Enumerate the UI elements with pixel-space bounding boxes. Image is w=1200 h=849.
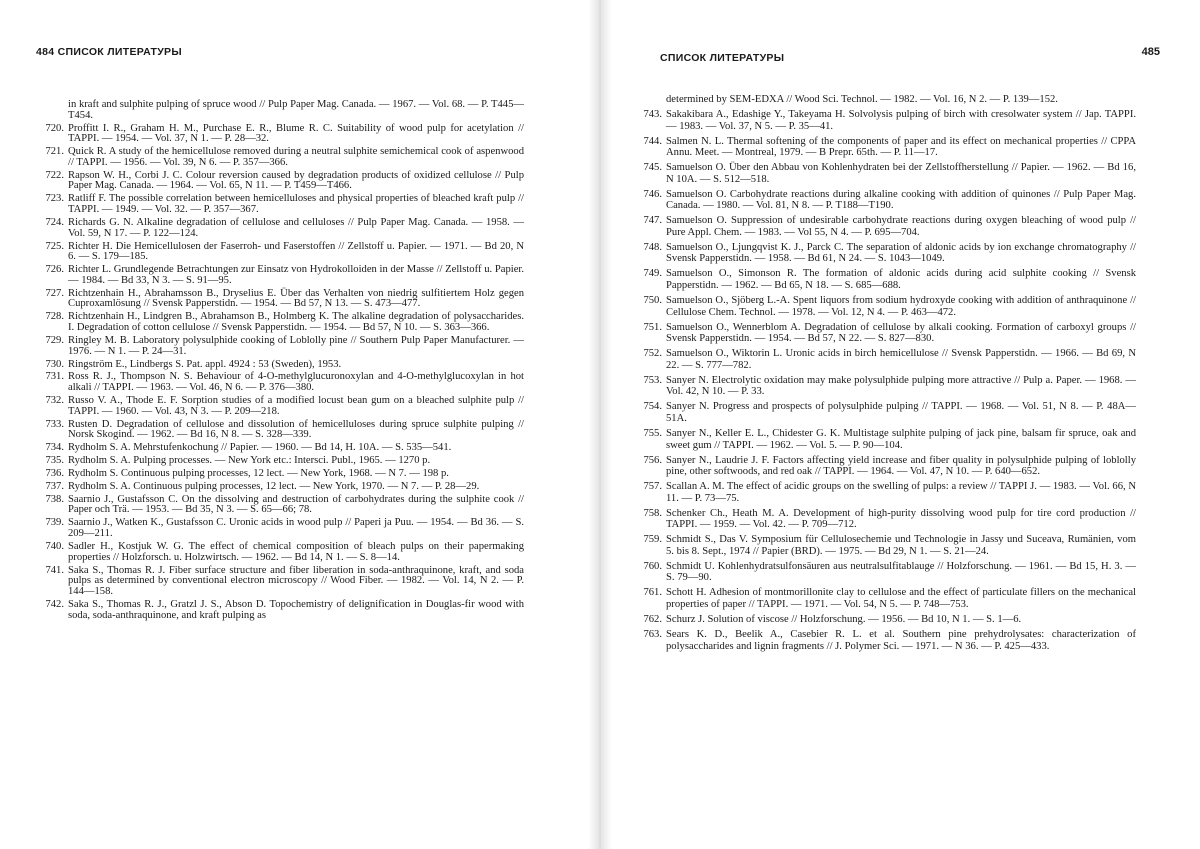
right-page-number: 485	[1141, 46, 1160, 58]
entry-number: 750.	[643, 295, 662, 307]
entry-text: Samuelson O., Simonson R. The formation of aldonic acids during acid sulphite cooking // Svensk Papperstidn. — 1962. — Bd 65, N 18. — S. 685—688.	[666, 268, 1136, 292]
bibliography-entry	[638, 508, 1136, 531]
bibliography-entry	[40, 518, 524, 539]
entry-number: 753.	[643, 374, 662, 386]
entry-number: 759.	[643, 534, 662, 546]
bibliography-entry	[40, 171, 524, 192]
bibliography-entry	[638, 109, 1136, 132]
bibliography-entry	[638, 481, 1136, 504]
entry-number: 736.	[45, 467, 64, 479]
bibliography-entry	[40, 194, 524, 215]
entry-text: Scallan A. M. The effect of acidic groups on the swelling of pulps: a review // TAPPI J. — 1983. — Vol. 66, N 11. — P. 73—75.	[666, 481, 1136, 504]
entry-number: 722.	[45, 169, 64, 181]
bibliography-entry	[40, 469, 524, 480]
entry-text: Schurz J. Solution of viscose // Holzforschung. — 1956. — Bd 10, N 1. — S. 1—6.	[666, 613, 1022, 625]
bibliography-entry	[638, 136, 1136, 159]
bibliography-entry	[638, 295, 1136, 318]
entry-text: Sanyer N. Electrolytic oxidation may make polysulphide pulping more attractive // Pulp a. Paper. — 1968. — Vol. 42, N 10. — P. 33.	[666, 374, 1136, 398]
bibliography-entry	[40, 100, 524, 121]
bibliography-entry	[40, 372, 524, 393]
entry-number: 746.	[643, 188, 662, 200]
bibliography-entry	[638, 348, 1136, 371]
entry-number: 761.	[643, 587, 662, 599]
bibliography-entry	[40, 360, 524, 371]
entry-text: Salmen N. L. Thermal softening of the components of paper and its effect on mechanical properties // CPPA Annu. Meet. — Montreal, 1979. — B Prepr. 65th. — P. 11—17.	[666, 135, 1136, 159]
left-page	[0, 0, 590, 849]
bibliography-entry	[40, 336, 524, 357]
left-running-head	[36, 46, 182, 58]
entry-text: Samuelson O. Über den Abbau von Kohlenhydraten bei der Zellstoffherstellung // Papier. — 1962. — Bd 16, N 10A. — S. 512—518.	[666, 162, 1136, 185]
entry-number: 745.	[643, 162, 662, 174]
bibliography-entry	[638, 629, 1136, 652]
entry-number	[638, 94, 666, 106]
entry-text: Saka S., Thomas R. J., Gratzl J. S., Abson D. Topochemistry of delignification in Douglas-fir wood with soda, soda-anthraquinone, and kraft pulping as	[68, 598, 524, 621]
bibliography-entry	[40, 456, 524, 467]
entry-number: 739.	[45, 517, 64, 529]
bibliography-entry	[40, 495, 524, 516]
bibliography-entry	[638, 375, 1136, 398]
entry-number: 735.	[45, 455, 64, 467]
entry-number: 762.	[643, 613, 662, 625]
entry-text: Samuelson O., Wennerblom A. Degradation of cellulose by alkali cooking. Formation of carboxyl groups // Svensk Papperstidn. — 1954. — Bd 57, N 22. — S. 827—830.	[666, 321, 1136, 345]
entry-number: 756.	[643, 454, 662, 466]
entry-text: Schmidt S., Das V. Symposium für Cellulosechemie und Technologie in Jassy und Suceava, Rumänien, vom 5. bis 8. Sept., 1974 // Papier (BRD). — 1975. — Bd 29, N 1. — S. 21—24.	[666, 534, 1136, 557]
entry-number: 728.	[45, 311, 64, 323]
entry-number: 732.	[45, 395, 64, 407]
bibliography-entry	[638, 215, 1136, 238]
entry-text: Rapson W. H., Corbi J. C. Colour reversion caused by degradation products of oxidized cellulose // Pulp Paper Mag. Canada. — 1964. — Vol. 65, N 11. — P. T459—T466.	[68, 169, 524, 192]
bibliography-entry	[40, 242, 524, 263]
entry-text: Rusten D. Degradation of cellulose and dissolution of hemicelluloses during spruce sulphite pulping // Norsk Skogind. — 1962. — Bd 16, N 8. — S. 328—339.	[68, 418, 524, 441]
entry-text: in kraft and sulphite pulping of spruce wood // Pulp Paper Mag. Canada. — 1967. — Vol. 68. — P. T445—T454.	[68, 99, 524, 121]
entry-number: 720.	[45, 122, 64, 134]
entry-number: 758.	[643, 507, 662, 519]
bibliography-entry	[40, 420, 524, 441]
entry-number: 724.	[45, 216, 64, 228]
entry-text: Quick R. A study of the hemicellulose removed during a neutral sulphite semichemical cook of aspenwood // TAPPI. — 1956. — Vol. 39, N 6. — P. 357—366.	[68, 146, 524, 168]
bibliography-entry	[40, 124, 524, 145]
bibliography-entry	[638, 428, 1136, 451]
bibliography-entry	[40, 312, 524, 333]
bibliography-entry	[40, 396, 524, 417]
entry-text: Richtzenhain H., Lindgren B., Abrahamson B., Holmberg K. The alkaline degradation of polysaccharides. I. Degradation of cotton cellulose // Svensk Papperstidn. — 1954. — Bd 57, N 10. — S. 363—366.	[68, 311, 524, 334]
entry-number: 727.	[45, 287, 64, 299]
entry-text: Sanyer N., Keller E. L., Chidester G. K. Multistage sulphite pulping of jack pine, balsam fir spruce, oak and sweet gum // TAPPI. — 1962. — Vol. 5. — P. 90—104.	[666, 427, 1136, 451]
entry-number: 752.	[643, 348, 662, 360]
entry-number: 748.	[643, 241, 662, 253]
entry-number: 760.	[643, 560, 662, 572]
bibliography-entry	[638, 534, 1136, 557]
entry-text: Russo V. A., Thode E. F. Sorption studies of a modified locust bean gum on a bleached sulphite pulp // TAPPI. — 1960. — Vol. 43, N 3. — P. 209—218.	[68, 395, 524, 417]
entry-number: 723.	[45, 193, 64, 205]
entry-text: Ringström E., Lindbergs S. Pat. appl. 4924 : 53 (Sweden), 1953.	[68, 358, 342, 370]
entry-text: Rydholm S. Continuous pulping processes, 12 lect. — New York, 1968. — N 7. — 198 p.	[68, 467, 449, 479]
bibliography-entry	[638, 401, 1136, 424]
entry-text: Sears K. D., Beelik A., Casebier R. L. et al. Southern pine prehydrolysates: characterization of polysaccharides and lignin fragments // J. Polymer Sci. — 1971. — N 36. — P. 425—433.	[666, 628, 1136, 652]
entry-number: 741.	[45, 564, 64, 576]
bibliography-entry	[40, 218, 524, 239]
entry-text: Samuelson O., Ljungqvist K. J., Parck C. The separation of aldonic acids by ion exchange chromatography // Svensk Papperstidn. — 1958. — Bd 61, N 24. — S. 1043—1049.	[666, 241, 1136, 265]
entry-number: 755.	[643, 427, 662, 439]
entry-text: Ross R. J., Thompson N. S. Behaviour of 4-O-methylglucuronoxylan and 4-O-methylglucoxylan in hot alkali // TAPPI. — 1963. — Vol. 46, N 6. — P. 376—380.	[68, 371, 524, 394]
bibliography-entry	[40, 600, 524, 621]
entry-text: Saarnio J., Watken K., Gustafsson C. Uronic acids in wood pulp // Paperi ja Puu. — 1954. — Bd 36. — S. 209—211.	[68, 517, 524, 540]
entry-number: 763.	[643, 628, 662, 640]
entry-number: 725.	[45, 240, 64, 252]
entry-text: Sadler H., Kostjuk W. G. The effect of chemical composition of bleach pulps on their papermaking properties // Holzforsch. u. Holzwirtsch. — 1962. — Bd 14, N 1. — S. 8—14.	[68, 540, 524, 563]
right-running-head: СПИСОК ЛИТЕРАТУРЫ	[660, 52, 785, 64]
entry-text: Samuelson O. Carbohydrate reactions during alkaline cooking with addition of quinones // Pulp Paper Mag. Canada. — 1980. — Vol. 81, N 8. — P. T188—T190.	[666, 188, 1136, 212]
entry-text: Schenker Ch., Heath M. A. Development of high-purity dissolving wood pulp for tire cord production // TAPPI. — 1959. — Vol. 42. — P. 709—712.	[666, 507, 1136, 531]
entry-text: Rydholm S. A. Continuous pulping processes, 12 lect. — New York, 1970. — N 7. — P. 28—29.	[68, 480, 480, 492]
entry-text: Richter H. Die Hemicellulosen der Faserroh- und Faserstoffen // Zellstoff u. Papier. — 1971. — Bd 20, N 6. — S. 179—185.	[68, 240, 524, 263]
left-page-number: 484	[36, 46, 55, 58]
entry-text: Ringley M. B. Laboratory polysulphide cooking of Loblolly pine // Southern Pulp Paper Manufacturer. — 1976. — N 1. — P. 24—31.	[68, 334, 524, 357]
entry-text: Sanyer N. Progress and prospects of polysulphide pulping // TAPPI. — 1968. — Vol. 51, N 8. — P. 48A—51A.	[666, 401, 1136, 424]
bibliography-entry	[638, 614, 1136, 626]
entry-text: determined by SEM-EDXA // Wood Sci. Technol. — 1982. — Vol. 16, N 2. — P. 139—152.	[666, 94, 1058, 105]
right-bibliography-list	[638, 94, 1136, 656]
entry-number: 721.	[45, 146, 64, 158]
bibliography-entry	[638, 587, 1136, 610]
entry-number: 749.	[643, 268, 662, 280]
entry-text: Ratliff F. The possible correlation between hemicelluloses and physical properties of bleached kraft pulp // TAPPI. — 1949. — Vol. 32. — P. 357—367.	[68, 193, 524, 216]
entry-number: 754.	[643, 401, 662, 413]
entry-number: 726.	[45, 264, 64, 276]
entry-text: Saka S., Thomas R. J. Fiber surface structure and fiber liberation in soda-anthraquinone, kraft, and soda pulps as determined by conventional electron microscopy // Wood Fiber. — 1982. — Vol. 14, N 2. — P. 144—158.	[68, 564, 524, 597]
bibliography-entry	[40, 443, 524, 454]
entry-text: Schmidt U. Kohlenhydratsulfonsäuren aus neutralsulfitablauge // Holzforschung. — 1961. — Bd 15, H. 3. — S. 79—90.	[666, 560, 1136, 584]
bibliography-entry	[638, 561, 1136, 584]
bibliography-entry	[40, 542, 524, 563]
entry-number: 733.	[45, 418, 64, 430]
bibliography-entry	[638, 268, 1136, 291]
left-running-head-title: СПИСОК ЛИТЕРАТУРЫ	[57, 46, 182, 58]
entry-number: 729.	[45, 334, 64, 346]
bibliography-entry	[40, 566, 524, 598]
entry-text: Rydholm S. A. Pulping processes. — New York etc.: Intersci. Publ., 1965. — 1270 p.	[68, 455, 431, 467]
bibliography-entry	[638, 189, 1136, 212]
entry-text: Rydholm S. A. Mehrstufenkochung // Papier. — 1960. — Bd 14, H. 10A. — S. 535—541.	[68, 442, 452, 454]
entry-text: Samuelson O., Wiktorin L. Uronic acids in birch hemicellulose // Svensk Papperstidn. — 1966. — Bd 69, N 22. — S. 777—782.	[666, 348, 1136, 371]
entry-text: Saarnio J., Gustafsson C. On the dissolving and destruction of carbohydrates during the sulphite cook // Paper och Trä. — 1953. — Bd 35, N 3. — S. 65—66; 78.	[68, 493, 524, 516]
entry-text: Proffitt I. R., Graham H. M., Purchase E. R., Blume R. C. Suitability of wood pulp for acetylation // TAPPI. — 1954. — Vol. 37, N 1. — P. 28—32.	[68, 122, 524, 145]
entry-number: 742.	[45, 598, 64, 610]
bibliography-entry	[638, 322, 1136, 345]
right-page	[610, 0, 1200, 849]
entry-text: Samuelson O. Suppression of undesirable carbohydrate reactions during oxygen bleaching of wood pulp // Pure Appl. Chem. — 1983. — Vol 55, N 4. — P. 695—704.	[666, 215, 1136, 238]
entry-number: 747.	[643, 215, 662, 227]
entry-number: 730.	[45, 358, 64, 370]
book-gutter	[588, 0, 612, 849]
entry-number	[40, 100, 68, 121]
entry-text: Schott H. Adhesion of montmorillonite clay to cellulose and the effect of particulate fillers on the mechanical properties of paper // TAPPI. — 1971. — Vol. 54, N 5. — P. 748—753.	[666, 587, 1136, 610]
entry-number: 738.	[45, 493, 64, 505]
entry-text: Sakakibara A., Edashige Y., Takeyama H. Solvolysis pulping of birch with cresolwater system // Jap. TAPPI. — 1983. — Vol. 37, N 5. — P. 35—41.	[666, 108, 1136, 132]
entry-number: 740.	[45, 540, 64, 552]
entry-number: 743.	[643, 108, 662, 120]
bibliography-entry	[638, 242, 1136, 265]
bibliography-entry	[40, 289, 524, 310]
entry-text: Richards G. N. Alkaline degradation of cellulose and celluloses // Pulp Paper Mag. Canada. — 1958. — Vol. 59, N 17. — P. 122—124.	[68, 216, 524, 239]
entry-text: Samuelson O., Sjöberg L.-A. Spent liquors from sodium hydroxyde cooking with addition of anthraquinone // Cellulose Chem. Technol. — 1978. — Vol. 12, N 4. — P. 463—472.	[666, 295, 1136, 318]
bibliography-entry	[40, 482, 524, 493]
entry-text: Richter L. Grundlegende Betrachtungen zur Einsatz von Hydrokolloiden in der Masse // Zellstoff u. Papier. — 1984. — Bd 33, N 3. — S. 91—95.	[68, 264, 524, 286]
entry-number: 737.	[45, 480, 64, 492]
entry-text: Richtzenhain H., Abrahamsson B., Dryselius E. Über das Verhalten von niedrig sulfitiertem Holz gegen Cuproxamlösung // Svensk Papperstidn. — 1954. — Bd 57, N 13. — S. 473—477.	[68, 287, 524, 310]
bibliography-entry	[638, 162, 1136, 185]
entry-text: Sanyer N., Laudrie J. F. Factors affecting yield increase and fiber quality in polysulphide pulping of loblolly pine, other softwoods, and red oak // TAPPI. — 1964. — Vol. 47, N 10. — P. 640—652.	[666, 454, 1136, 478]
entry-number: 734.	[45, 442, 64, 454]
bibliography-entry	[638, 94, 1136, 106]
bibliography-entry	[40, 147, 524, 168]
entry-number: 731.	[45, 371, 64, 383]
entry-number: 757.	[643, 481, 662, 493]
bibliography-entry	[40, 265, 524, 286]
left-bibliography-list	[40, 100, 524, 623]
entry-number: 744.	[643, 135, 662, 147]
entry-number: 751.	[643, 321, 662, 333]
bibliography-entry	[638, 455, 1136, 478]
